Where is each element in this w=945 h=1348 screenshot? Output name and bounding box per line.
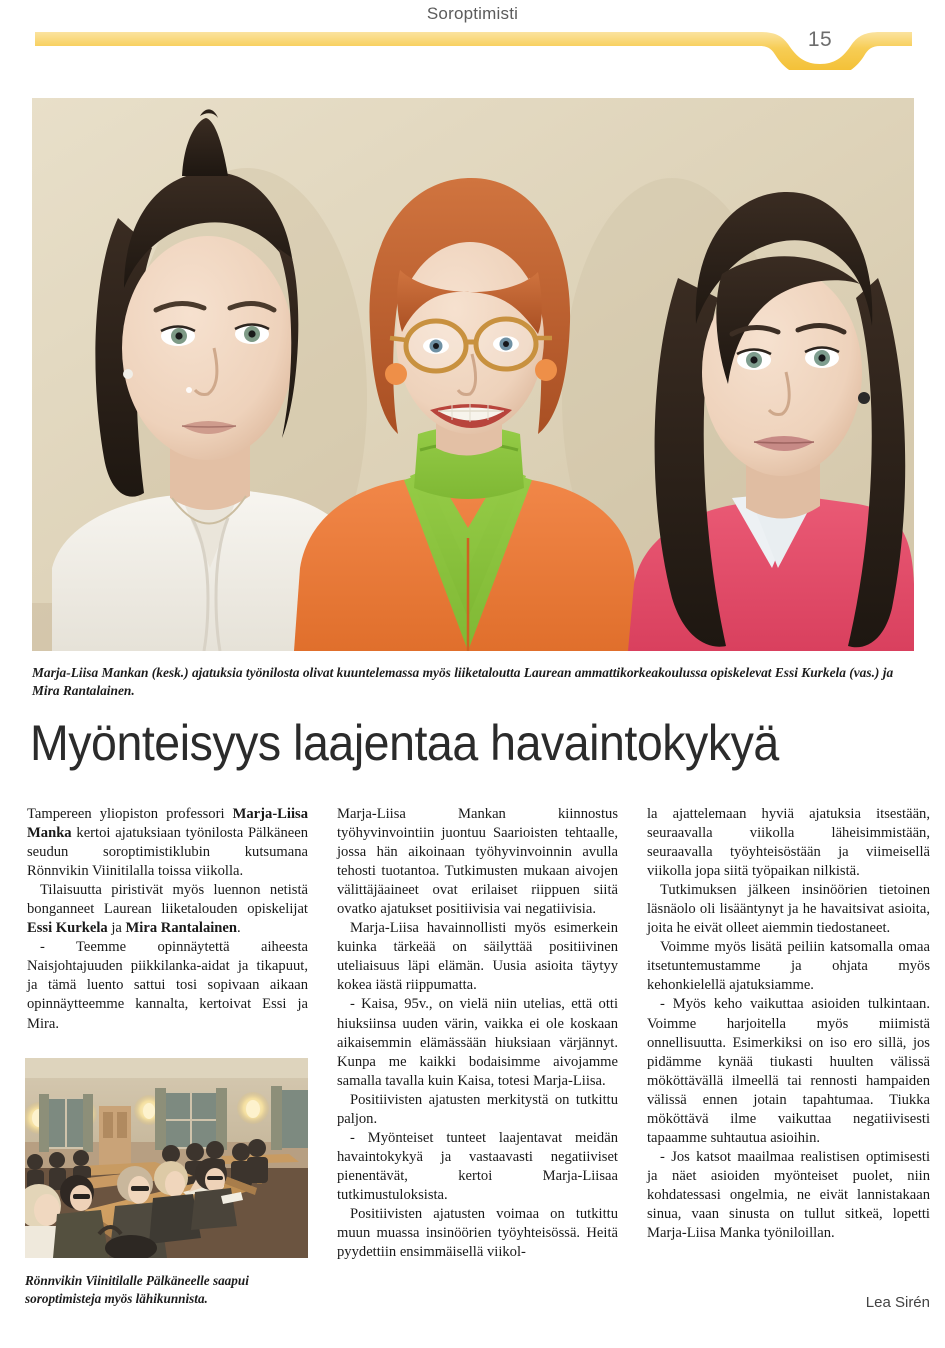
body-paragraph: la ajattelemaan hyviä ajatuksia itsestään, seuraavalla viikolla läheisimmistään, seuraavalla työyhteisöstään ja viimeisellä viikolla jopa siitä työpaikan nilkistä. [647,806,930,880]
body-paragraph: Voimme myös lisätä peiliin katsomalla omaa itsetuntemustamme ja ohjata myös kehonkielellä ajatuksiamme. [647,939,930,994]
body-paragraph: - Myös keho vaikuttaa asioiden tulkintaan. Voimme harjoitella myös miimistä onnellisuutta. Esimerkiksi on iso ero sillä, jos pidämme kynää tiukasti huulten välissä mököttävällä ilmeellä tai rennosti hampaiden välissä ennen jotain tapahtumaa. Tiukka mököttävä ilme vaikuttaa negatiivisesti tapaamme suhtautua asioihin. [647,996,930,1146]
body-paragraph: - Teemme opinnäytettä aiheesta Naisjohtajuuden piikkilanka-aidat ja tikapuut, ja tämä luento sattui tosi sopivaan aikaan opinnäytteemme kannalta, kertoivat Essi ja Mira. [27,939,308,1032]
body-paragraph: Positiivisten ajatusten merkitystä on tutkittu paljon. [337,1091,618,1127]
byline: Lea Sirén [865,1294,930,1311]
body-paragraph: - Kaisa, 95v., on vielä niin utelias, että otti hiuksiinsa uuden värin, vaikka ei ole koskaan aikaisemmin elämässään hiuksiaan värjännyt. Kunpa me kaikki bodaisimme aivojamme samalla tavalla kuin Kaisa, totesi Marja-Liisa. [337,996,618,1089]
body-paragraph: Tilaisuutta piristivät myös luennon netistä bonganneet Laurean liiketalouden opiskelijat Essi Kurkela ja Mira Rantalainen. [27,882,308,937]
secondary-photo-caption: Rönnvikin Viinitilalle Pälkäneelle saapui soroptimisteja myös lähikunnista. [25,1273,249,1306]
body-paragraph: - Myönteiset tunteet laajentavat meidän havaintokykyä ja vastaavasti negatiiviset pienentävät, kertoi Marja-Liisaa tutkimustuloksista. [337,1129,618,1203]
body-column-3 [647,805,930,1243]
body-paragraph: - Jos katsot maailmaa realistisen optimisesti ja näet asioiden myönteiset puolet, niin kohdatessasi ongelmia, ne eivät lannistakaan sinua, vaan sinusta on tullut sitkeä, lopetti Marja-Liisa Manka työniloillan. [647,1148,930,1242]
body-paragraph: Tampereen yliopiston professori Marja-Liisa Manka kertoi ajatuksiaan työnilosta Pälkäneen seudun soroptimistiklubin kutsumana Rönnvikin Viinitilalla toissa viikolla. [27,806,308,880]
body-paragraph: Marja-Liisa Mankan kiinnostus työhyvinvointiin juontuu Saarioisten tehtaalle, jossa hän aikoinaan työhyvinvoinnin avulla tehosti tuotantoa. Tutkimusten mukaan aivojen välittäjäaineet ovat erilaiset riippuen siitä ovatko ajatukset positiivisia vai negatiivisia. [337,806,618,918]
body-column-2 [337,805,618,1262]
page-number: 15 [807,28,833,51]
secondary-photo [25,1058,308,1258]
body-paragraph: Marja-Liisa havainnollisti myös esimerkein kuinka tärkeää on säilyttää positiivinen uteliaisuus läpi elämän. Uusia asioita täytyy kokea iästä riippumatta. [337,920,618,994]
running-head: Soroptimisti [426,4,519,23]
body-paragraph: Positiivisten ajatusten voimaa on tutkittu muun muassa insinöörien työyhteisössä. Heitä pyydettiin ensimmäisellä viikol- [337,1205,618,1261]
body-column-1 [27,805,308,1034]
body-paragraph: Tutkimuksen jälkeen insinöörien tietoinen läsnäolo oli lisääntynyt ja he havaitsivat asioita, joita he eivät olleet aiemmin tiedostaneet. [647,882,930,937]
article-headline: Myönteisyys laajentaa havaintokykyä [30,715,779,771]
main-photo-caption: Marja-Liisa Mankan (kesk.) ajatuksia työnilosta olivat kuuntelemassa myös liiketaloutta Laurean ammattikorkeakoulussa opiskelevat Essi Kurkela (vas.) ja Mira Rantalainen. [32,665,894,698]
main-photo [32,98,914,651]
